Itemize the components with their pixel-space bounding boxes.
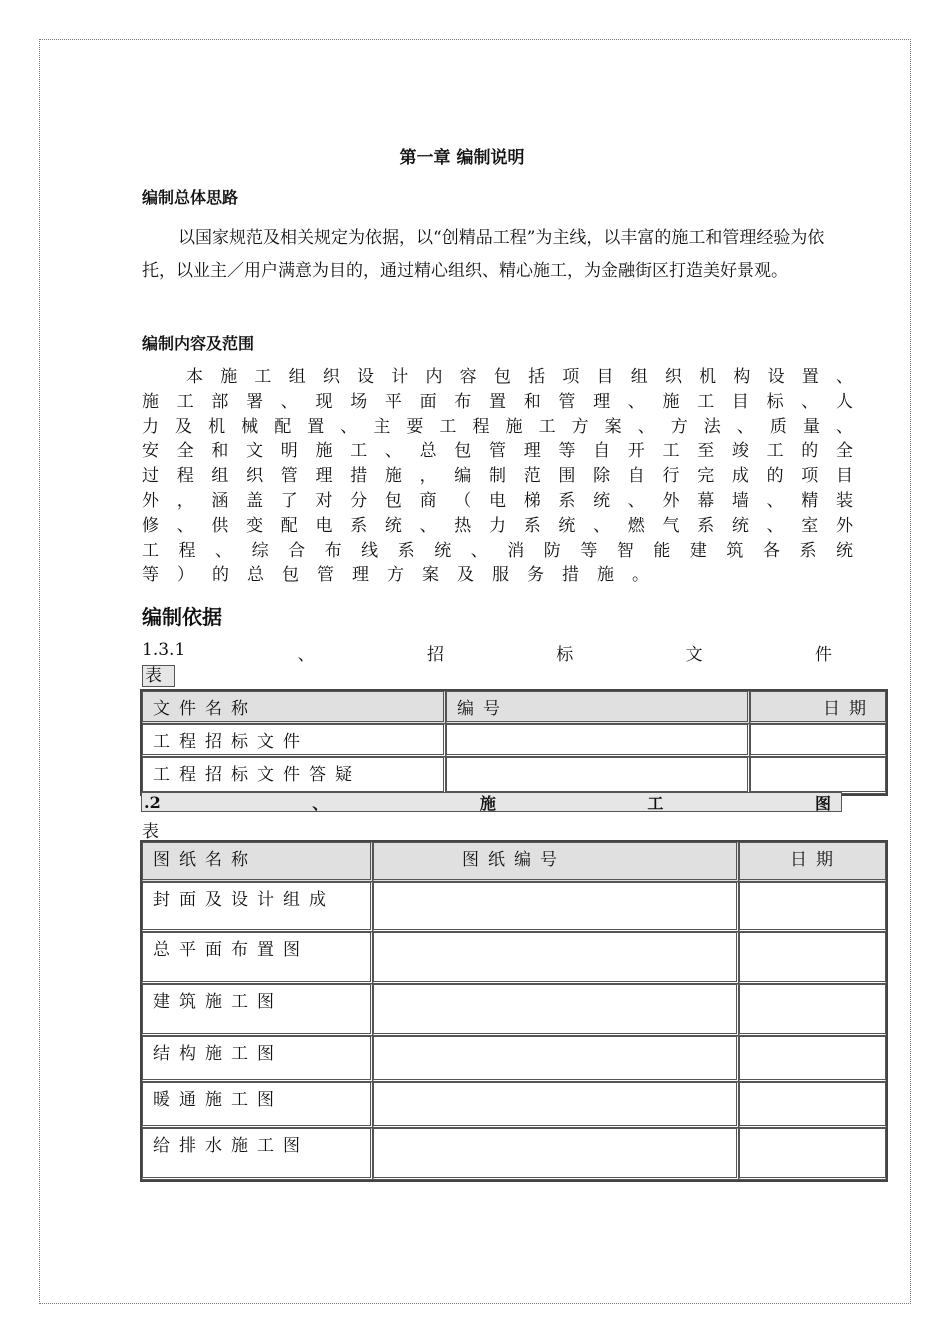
caption-part: 图	[814, 793, 831, 813]
caption-part: 件	[814, 645, 832, 665]
section-heading-basis: 编制依据	[142, 605, 222, 629]
table-row	[142, 984, 886, 1036]
caption-part: 施	[479, 793, 496, 813]
table-row	[142, 932, 886, 984]
table-row	[142, 882, 886, 932]
table-cell	[739, 1036, 886, 1082]
scope-line: 安全和文明施工、总包管理等自开工至竣工的全	[142, 441, 857, 462]
section-heading-overall-approach: 编制总体思路	[142, 188, 239, 207]
table-cell	[750, 757, 886, 794]
caption-part: 文	[685, 645, 703, 665]
caption-part: 招	[426, 645, 444, 665]
table-cell: 封面及设计组成	[142, 882, 373, 932]
table-cell	[739, 1128, 886, 1180]
scope-line: 过程组织管理措施，编制范围除自行完成的项目	[142, 466, 857, 487]
column-header: 日期	[750, 691, 886, 724]
table-cell	[373, 932, 739, 984]
table-row	[142, 1128, 886, 1180]
scope-line: 工程、综合布线系统、消防等智能建筑各系统	[142, 540, 857, 561]
table-cell	[373, 1082, 739, 1128]
column-header: 图纸编号	[373, 842, 739, 882]
scope-line: 外，涵盖了对分包商（电梯系统、外幕墙、精装	[142, 490, 857, 511]
table-cell	[373, 882, 739, 932]
table-cell	[373, 1036, 739, 1082]
content-scope-paragraph	[142, 365, 857, 588]
scope-line: 施工部署、现场平面布置和管理、施工目标、人	[142, 391, 857, 412]
caption-part: .2	[144, 792, 161, 812]
table-cell: 工程招标文件	[142, 724, 446, 757]
table-cell: 暖通施工图	[142, 1082, 373, 1128]
table-header-row	[142, 691, 886, 724]
caption-part: 、	[297, 645, 315, 665]
caption-part: 工	[647, 793, 664, 813]
column-header: 编号	[446, 691, 750, 724]
caption-part: 1.3.1	[142, 640, 186, 660]
caption-part: 标	[556, 645, 574, 665]
table-row	[142, 1036, 886, 1082]
section-heading-content-scope: 编制内容及范围	[142, 334, 255, 353]
table-cell	[739, 932, 886, 984]
column-header: 图纸名称	[142, 842, 373, 882]
table-cell: 给排水施工图	[142, 1128, 373, 1180]
tender-documents-table	[140, 689, 888, 796]
column-header: 文件名称	[142, 691, 446, 724]
overall-approach-paragraph: 以国家规范及相关规定为依据，以“创精品工程”为主线，以丰富的施工和管理经验为依托，以业主／用户满意为目的，通过精心组织、精心施工，为金融街区打造美好景观。	[142, 228, 825, 281]
table-row	[142, 724, 886, 757]
table-header-row	[142, 842, 886, 882]
table-cell	[739, 882, 886, 932]
table1-caption-tail: 表	[142, 665, 175, 687]
table-cell	[446, 757, 750, 794]
table-cell: 总平面布置图	[142, 932, 373, 984]
table-row	[142, 757, 886, 794]
table-row	[142, 1082, 886, 1128]
table-cell	[373, 984, 739, 1036]
table-cell: 结构施工图	[142, 1036, 373, 1082]
table-cell: 工程招标文件答疑	[142, 757, 446, 794]
table2-caption-tail: 表	[142, 822, 159, 842]
scope-line: 力及机械配置、主要工程施工方案、方法、质量、	[142, 416, 857, 437]
chapter-title: 第一章 编制说明	[399, 148, 525, 168]
table1-caption	[142, 640, 832, 665]
table-cell	[739, 1082, 886, 1128]
table-cell	[373, 1128, 739, 1180]
table-cell	[739, 984, 886, 1036]
table-cell	[446, 724, 750, 757]
scope-line: 修、供变配电系统、热力系统、燃气系统、室外	[142, 515, 857, 536]
scope-line: 等）的总包管理方案及服务措施。	[142, 565, 667, 586]
scope-line: 本施工组织设计内容包括项目组织机构设置、	[186, 367, 857, 387]
table2-caption	[141, 792, 842, 812]
table-cell: 建筑施工图	[142, 984, 373, 1036]
drawings-table	[140, 840, 888, 1182]
table-cell	[750, 724, 886, 757]
caption-part: 、	[312, 793, 329, 813]
column-header: 日期	[739, 842, 886, 882]
